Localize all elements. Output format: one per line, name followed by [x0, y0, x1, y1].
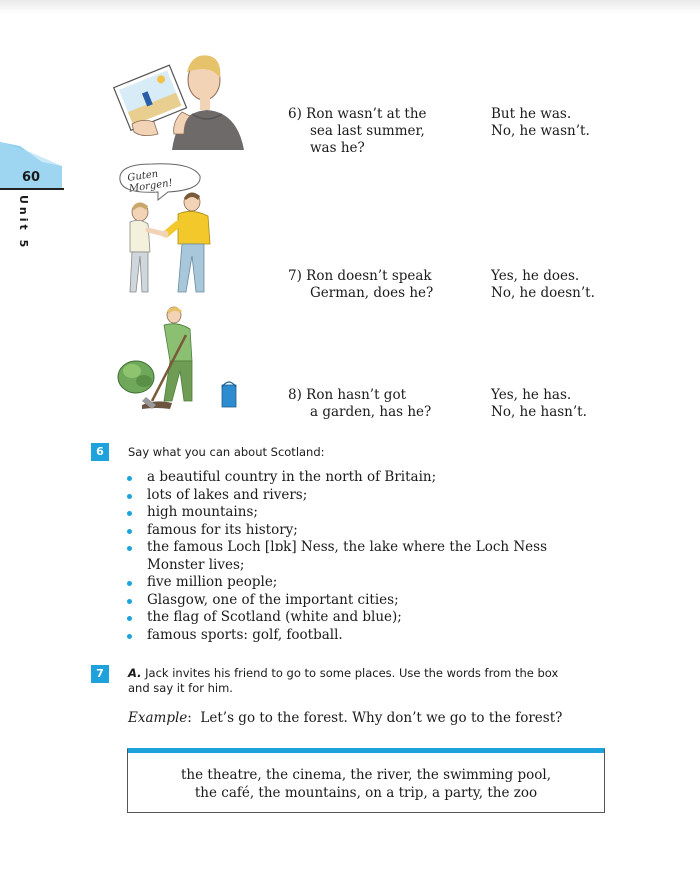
- list-item: Glasgow, one of the important cities;: [125, 592, 615, 610]
- exercise-7-instruction: A. Jack invites his friend to go to some places. Use the words from the box and say it for him.: [128, 666, 559, 695]
- bullet: [127, 634, 132, 639]
- list-item: a beautiful country in the north of Britain;: [125, 469, 615, 487]
- question-6: 6) Ron wasn’t at the: [288, 106, 427, 122]
- list-item: high mountains;: [125, 504, 615, 522]
- bullet: [127, 476, 132, 481]
- example-line: Example: Let’s go to the forest. Why don’t we go to the forest?: [128, 710, 563, 726]
- bullet: [127, 511, 132, 516]
- question-7: 7) Ron doesn’t speak: [288, 268, 432, 284]
- answer-6-yes: But he was.: [491, 106, 572, 122]
- illustration-garden: [112, 305, 242, 415]
- exercise-6-badge: 6: [91, 443, 109, 461]
- illustration-handshake: [112, 160, 224, 298]
- list-item: lots of lakes and rivers;: [125, 487, 615, 505]
- bullet: [127, 616, 132, 621]
- scotland-facts-list: [125, 469, 615, 644]
- question-7-line2: German, does he?: [310, 285, 434, 301]
- question-8-line2: a garden, has he?: [310, 404, 432, 420]
- unit-label: Unit 5: [17, 195, 30, 251]
- example-text: Let’s go to the forest. Why don’t we go to the forest?: [200, 710, 563, 726]
- bullet: [127, 529, 132, 534]
- answer-6-no: No, he wasn’t.: [491, 123, 590, 139]
- bullet: [127, 599, 132, 604]
- answer-8-yes: Yes, he has.: [491, 387, 572, 403]
- answer-7-yes: Yes, he does.: [491, 268, 580, 284]
- word-box-text: the theatre, the cinema, the river, the swimming pool, the café, the mountains, on a trip, a party, the zoo: [181, 767, 551, 801]
- exercise-7-part: A.: [128, 666, 142, 680]
- list-item: the famous Loch [lɒk] Ness, the lake where the Loch Ness Monster lives;: [125, 539, 615, 574]
- question-8: 8) Ron hasn’t got: [288, 387, 407, 403]
- side-rule: [0, 188, 64, 190]
- bullet: [127, 546, 132, 551]
- top-shade: [0, 0, 700, 14]
- list-item: famous sports: golf, football.: [125, 627, 615, 645]
- illustration-photo: [112, 52, 247, 150]
- bullet: [127, 581, 132, 586]
- list-item: five million people;: [125, 574, 615, 592]
- bullet: [127, 494, 132, 499]
- exercise-6-instruction: Say what you can about Scotland:: [128, 445, 325, 459]
- answer-7-no: No, he doesn’t.: [491, 285, 595, 301]
- question-6-line2: sea last summer,: [310, 123, 425, 139]
- question-6-line3: was he?: [310, 140, 365, 156]
- exercise-7-badge: 7: [91, 665, 109, 683]
- answer-8-no: No, he hasn’t.: [491, 404, 587, 420]
- page-number: 60: [22, 170, 41, 185]
- list-item: famous for its history;: [125, 522, 615, 540]
- speech-bubble-text: Guten Morgen!: [126, 168, 174, 195]
- example-label: Example: [128, 710, 188, 726]
- list-item: the flag of Scotland (white and blue);: [125, 609, 615, 627]
